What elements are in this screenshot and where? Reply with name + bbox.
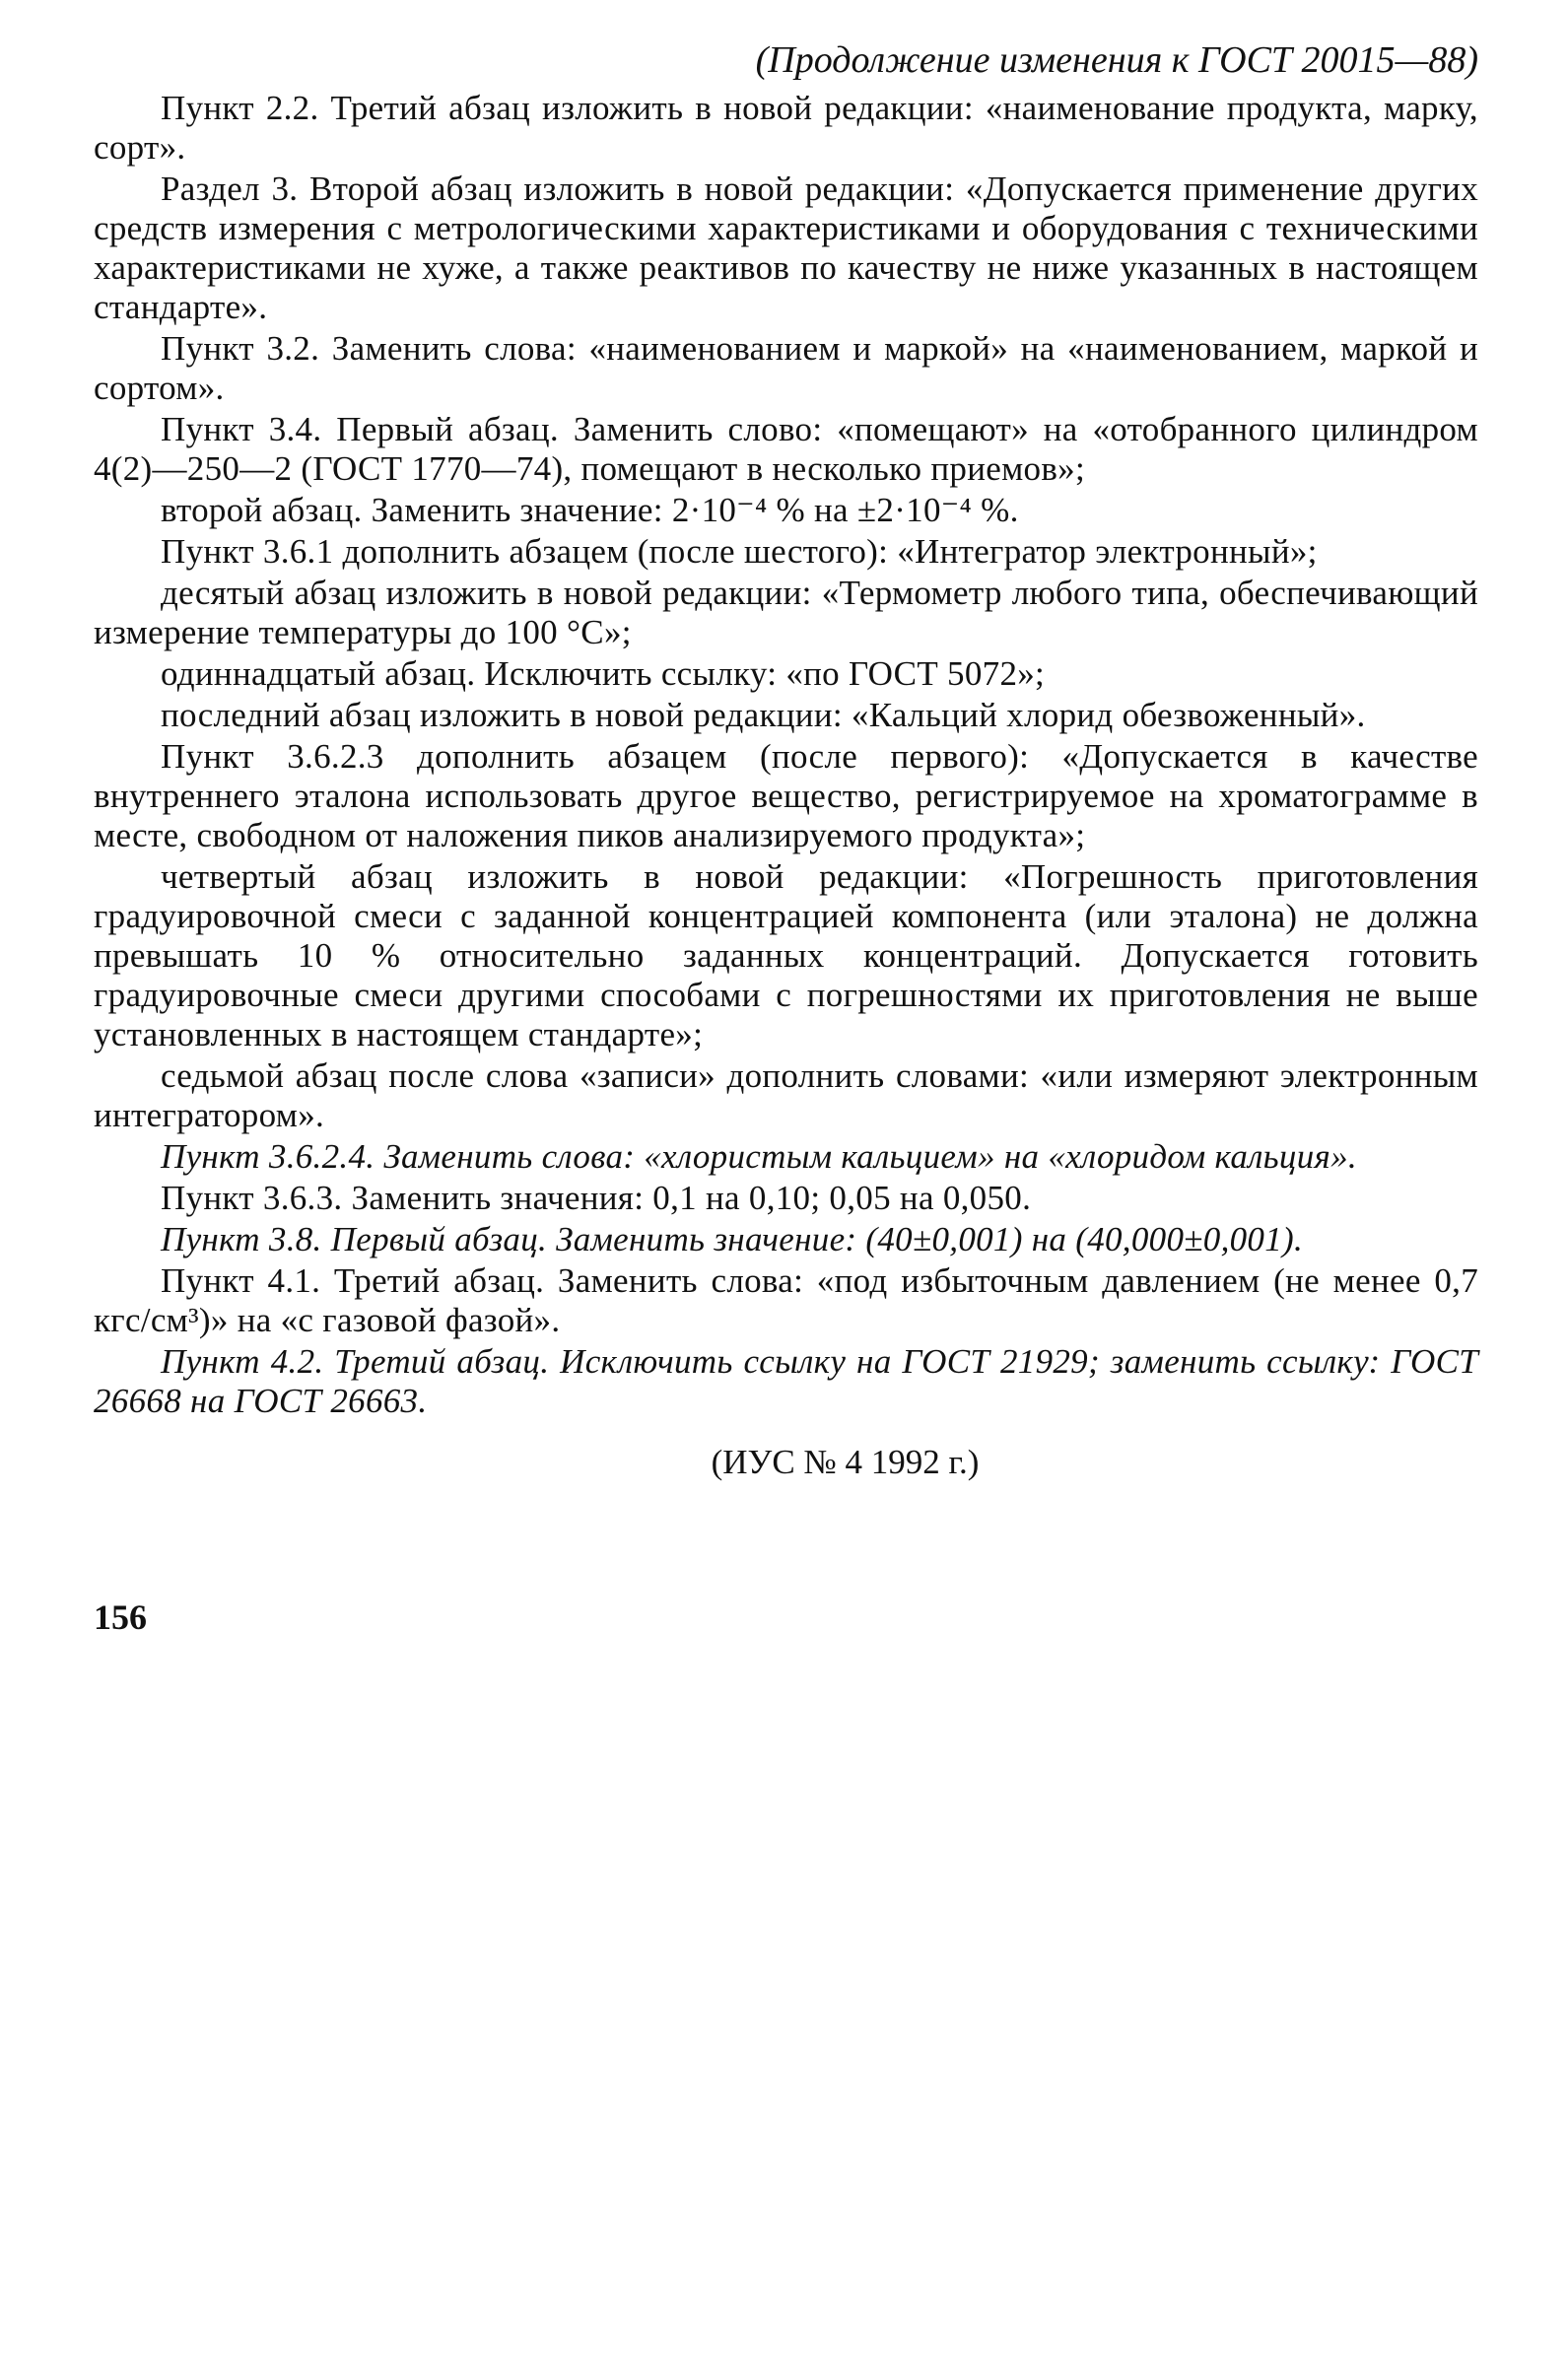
paragraph: Пункт 3.8. Первый абзац. Заменить значение: (40±0,001) на (40,000±0,001).	[161, 1220, 1304, 1258]
paragraph: Пункт 3.6.2.3 дополнить абзацем (после первого): «Допускается в качестве внутреннего эталона использовать другое вещество, регистрируемое на хроматограмме в месте, свободном от наложения пиков анализируемого продукта»;	[94, 737, 1478, 854]
source-reference: (ИУС № 4 1992 г.)	[711, 1443, 980, 1481]
paragraph: Пункт 4.2. Третий абзац. Исключить ссылку на ГОСТ 21929; заменить ссылку: ГОСТ 26668 на ГОСТ 26663.	[94, 1342, 1478, 1420]
paragraph: Пункт 3.6.1 дополнить абзацем (после шестого): «Интегратор электронный»;	[161, 532, 1318, 571]
document-page	[94, 37, 1478, 1482]
page-number: 156	[94, 1597, 147, 1637]
paragraph: Пункт 2.2. Третий абзац изложить в новой редакции: «наименование продукта, марку, сорт».	[94, 89, 1478, 167]
paragraph: одиннадцатый абзац. Исключить ссылку: «по ГОСТ 5072»;	[161, 654, 1046, 693]
page-header: (Продолжение изменения к ГОСТ 20015—88)	[755, 39, 1478, 81]
paragraph: второй абзац. Заменить значение: 2·10⁻⁴ % на ±2·10⁻⁴ %.	[161, 491, 1019, 529]
paragraph: седьмой абзац после слова «записи» дополнить словами: «или измеряют электронным интегратором».	[94, 1056, 1478, 1134]
paragraph: последний абзац изложить в новой редакции: «Кальций хлорид обезвоженный».	[161, 696, 1366, 734]
paragraph: Пункт 4.1. Третий абзац. Заменить слова: «под избыточным давлением (не менее 0,7 кгс/см³)» на «с газовой фазой».	[94, 1261, 1478, 1339]
paragraph: Пункт 3.6.2.4. Заменить слова: «хлористым кальцием» на «хлоридом кальция».	[161, 1137, 1357, 1176]
paragraph: десятый абзац изложить в новой редакции: «Термометр любого типа, обеспечивающий измерение температуры до 100 °С»;	[94, 574, 1478, 651]
paragraph: четвертый абзац изложить в новой редакции: «Погрешность приготовления градуировочной смеси с заданной концентрацией компонента (или эталона) не должна превышать 10 % относительно заданных концентраций. Допускается готовить градуировочные смеси другими способами с погрешностями их приготовления не выше установленных в настоящем стандарте»;	[94, 857, 1478, 1053]
paragraph: Пункт 3.6.3. Заменить значения: 0,1 на 0,10; 0,05 на 0,050.	[161, 1179, 1032, 1217]
paragraph: Раздел 3. Второй абзац изложить в новой редакции: «Допускается применение других средств измерения с метрологическими характеристиками и оборудования с техническими характеристиками не хуже, а также реактивов по качеству не ниже указанных в настоящем стандарте».	[94, 170, 1478, 326]
paragraph: Пункт 3.2. Заменить слова: «наименованием и маркой» на «наименованием, маркой и сортом».	[94, 329, 1478, 407]
paragraph: Пункт 3.4. Первый абзац. Заменить слово: «помещают» на «отобранного цилиндром 4(2)—250—2 (ГОСТ 1770—74), помещают в несколько приемов»;	[94, 410, 1478, 488]
